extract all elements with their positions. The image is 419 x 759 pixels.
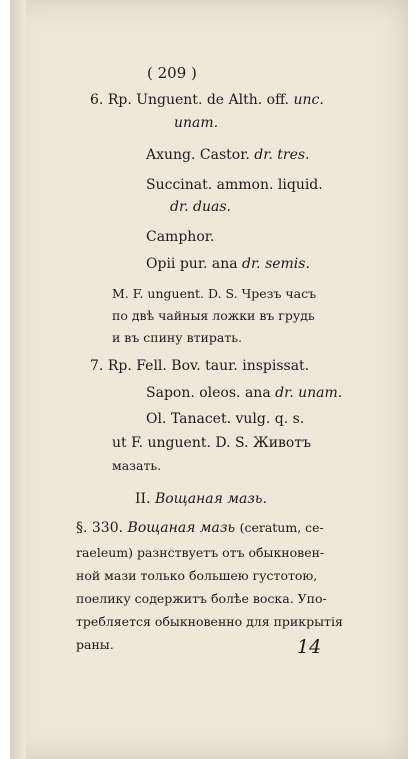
recipe-6-number: 6. [90, 92, 104, 108]
section-title: Вощаная мазь. [154, 491, 267, 507]
paragraph-line-3: ной мази только большею густотою, [76, 568, 318, 583]
recipe-6-line-4: Succinat. ammon. liquid. [146, 177, 323, 193]
recipe-7-line-4: ut F. unguent. D. S. Животъ [112, 435, 312, 451]
recipe-6-l3-text: Axung. Castor. [146, 147, 250, 163]
page-gutter [10, 0, 26, 759]
recipe-7-number: 7. [90, 358, 104, 374]
recipe-6-line-2: unam. [174, 115, 219, 131]
recipe-7-l2-text: Sapon. oleos. ana [146, 385, 271, 401]
paragraph-term: Вощаная мазь [127, 520, 236, 536]
paragraph-line-2: raeleum) разнствуетъ отъ обыкновен- [76, 545, 325, 560]
paragraph-l1-rest: (ceratum, ce- [239, 520, 324, 535]
recipe-6-line-9: по двѣ чайныя ложки въ грудь [112, 308, 315, 323]
paragraph-line-4: поелику содержитъ болѣе воска. Упо- [76, 591, 327, 606]
recipe-6-l7-text: Opii pur. ana [146, 256, 238, 272]
paragraph-number: §. 330. [76, 520, 124, 536]
page-number: ( 209 ) [147, 64, 197, 82]
book-page [10, 0, 408, 759]
paragraph-line-6: раны. [76, 637, 114, 652]
recipe-6-line-3 [146, 147, 310, 163]
recipe-6-line-6: Camphor. [146, 229, 215, 245]
recipe-6-l1-text: Rp. Unguent. de Alth. off. [107, 92, 289, 108]
recipe-6-l7-dose: dr. semis. [242, 256, 310, 272]
recipe-7-line-3: Ol. Tanacet. vulg. q. s. [146, 411, 305, 427]
recipe-7-line-1 [90, 358, 309, 374]
recipe-6-l1-dose: unc. [293, 92, 324, 108]
recipe-6-line-7 [146, 256, 310, 272]
section-number: II. [135, 491, 151, 507]
paragraph-line-5: требляется обыкновенно для прикрытія [76, 614, 343, 629]
recipe-6-l3-dose: dr. tres. [254, 147, 310, 163]
recipe-6-line-10: и въ спину втирать. [112, 330, 243, 345]
recipe-7-line-5: мазать. [112, 458, 162, 473]
paragraph-line-1 [76, 520, 324, 536]
recipe-6-line-5: dr. duas. [170, 199, 231, 215]
recipe-7-l2-dose: dr. unam. [275, 385, 343, 401]
recipe-6-line-1 [90, 92, 324, 108]
recipe-7-l1-text: Rp. Fell. Bov. taur. inspissat. [107, 358, 310, 374]
recipe-7-line-2 [146, 385, 342, 401]
recipe-6-line-8: M. F. unguent. D. S. Чрезъ часъ [112, 286, 317, 301]
section-heading [135, 491, 267, 507]
signature-mark: 14 [297, 636, 322, 658]
